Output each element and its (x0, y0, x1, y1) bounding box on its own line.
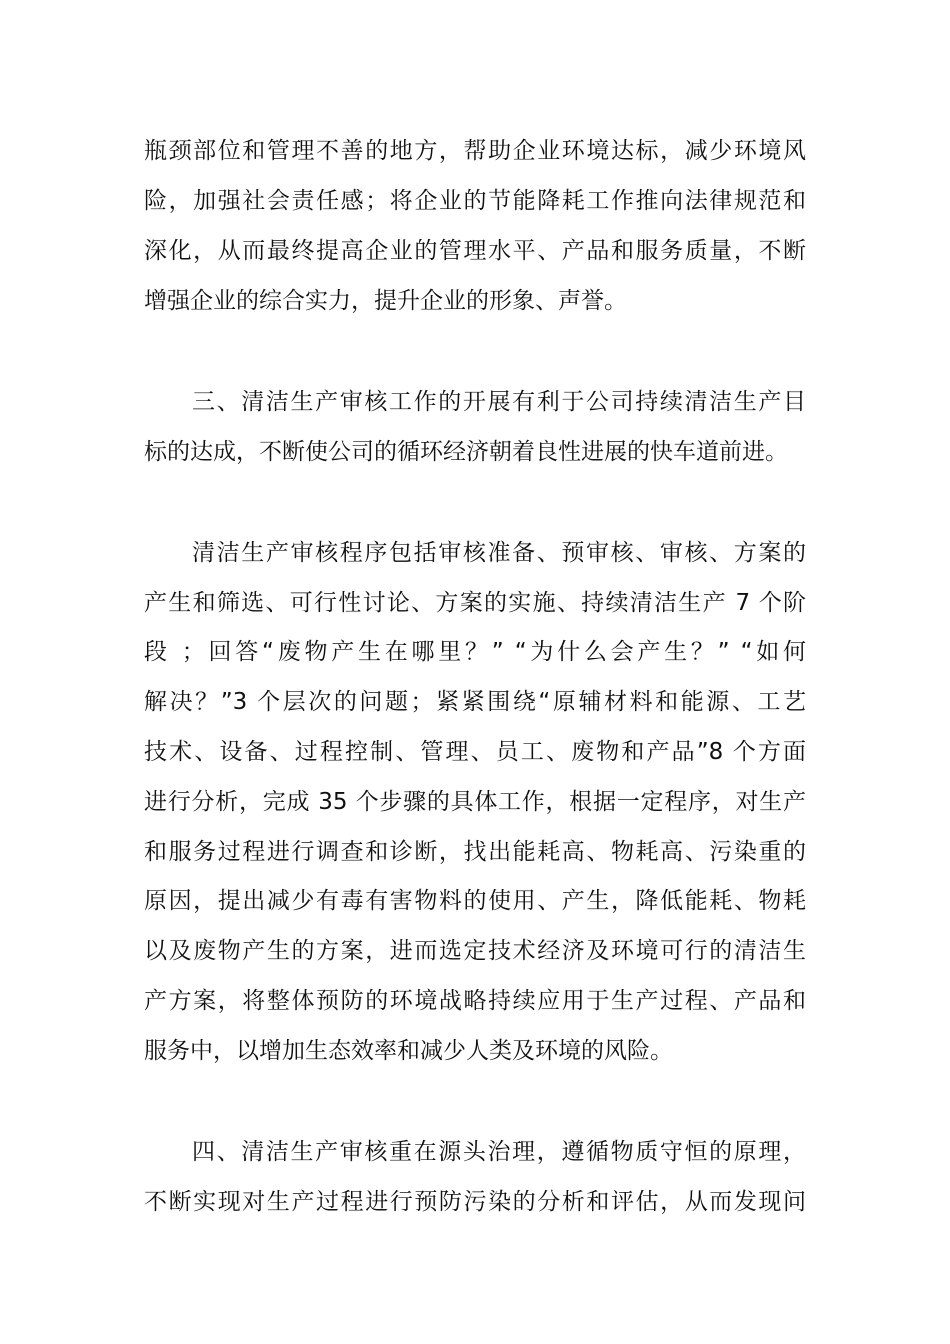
text-line: 标的达成，不断使公司的循环经济朝着良性进展的快车道前进。 (144, 439, 788, 465)
text-line: 险，加强社会责任感；将企业的节能降耗工作推向法律规范和 (144, 188, 806, 214)
text-line: 解决？”3 个层次的问题；紧紧围绕“原辅材料和能源、工艺 (144, 689, 806, 715)
text-line: 四、清洁生产审核重在源头治理，遵循物质守恒的原理， (192, 1139, 806, 1165)
text-line: 深化，从而最终提高企业的管理水平、产品和服务质量，不断 (144, 238, 806, 264)
text-line: 清洁生产审核程序包括审核准备、预审核、审核、方案的 (192, 540, 806, 566)
text-line: 产方案，将整体预防的环境战略持续应用于生产过程、产品和 (144, 988, 806, 1014)
text-line: 瓶颈部位和管理不善的地方，帮助企业环境达标，减少环境风 (144, 138, 806, 164)
text-line: 不断实现对生产过程进行预防污染的分析和评估，从而发现问 (144, 1189, 806, 1215)
text-line: 段 ；回答“废物产生在哪里？” “为什么会产生？” “如何 (144, 639, 806, 665)
text-line: 和服务过程进行调查和诊断，找出能耗高、物耗高、污染重的 (144, 839, 806, 865)
text-line: 技术、设备、过程控制、管理、员工、废物和产品”8 个方面 (144, 739, 806, 765)
text-line: 产生和筛选、可行性讨论、方案的实施、持续清洁生产 7 个阶 (144, 590, 806, 616)
text-line: 原因，提出减少有毒有害物料的使用、产生，降低能耗、物耗 (144, 888, 806, 914)
text-line: 服务中，以增加生态效率和减少人类及环境的风险。 (144, 1038, 673, 1064)
text-line: 增强企业的综合实力，提升企业的形象、声誉。 (144, 288, 627, 314)
text-line: 三、清洁生产审核工作的开展有利于公司持续清洁生产目 (192, 389, 806, 415)
text-line: 以及废物产生的方案，进而选定技术经济及环境可行的清洁生 (144, 938, 806, 964)
text-line: 进行分析，完成 35 个步骤的具体工作，根据一定程序，对生产 (144, 789, 806, 815)
